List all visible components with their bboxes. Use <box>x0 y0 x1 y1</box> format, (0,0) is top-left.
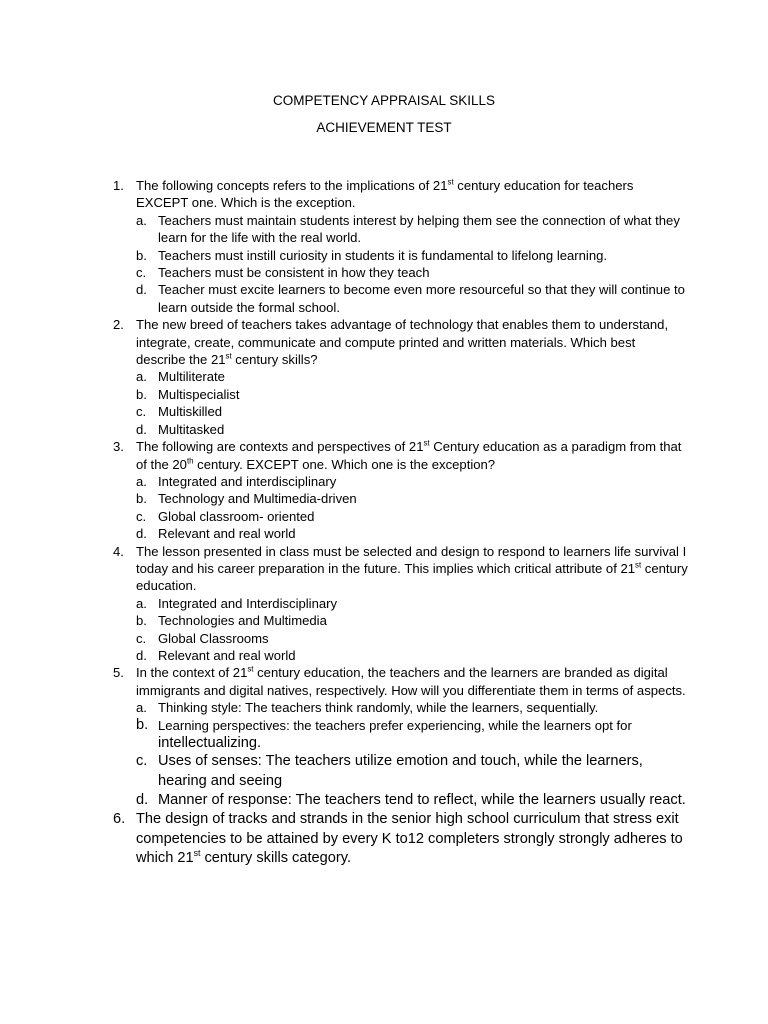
question-number: 2. <box>113 317 124 333</box>
answer-option <box>136 630 688 647</box>
option-letter: c. <box>136 404 147 420</box>
text-run: In the context of 21 <box>136 665 248 681</box>
option-text <box>158 613 327 628</box>
answer-option <box>136 247 688 264</box>
answer-option <box>136 647 688 664</box>
question-stem <box>136 543 688 595</box>
question-number: 4. <box>113 543 124 559</box>
question-stem <box>136 177 688 212</box>
question-item <box>0 438 768 542</box>
question-stem <box>136 664 688 699</box>
question-number: 3. <box>113 439 124 455</box>
option-letter: b. <box>136 716 149 733</box>
option-letter: d. <box>136 792 149 808</box>
answer-option <box>136 717 688 753</box>
text-run: Multitasked <box>158 421 225 437</box>
answer-options <box>136 595 688 665</box>
text-run: Multiskilled <box>158 404 223 420</box>
option-letter: c. <box>136 630 147 646</box>
text-run: century education, the teachers and the learners are branded as digital immigrants and digital natives, respectively. How will you differentiate them in terms of aspects. <box>136 665 686 698</box>
option-text <box>158 282 685 314</box>
answer-option <box>136 421 688 438</box>
answer-option <box>136 595 688 612</box>
text-run: Multispecialist <box>158 386 240 402</box>
option-letter: a. <box>136 595 147 611</box>
text-run: Teachers must be consistent in how they teach <box>158 265 430 281</box>
option-letter: d. <box>136 647 147 663</box>
option-letter: b. <box>136 386 147 402</box>
question-item <box>0 810 768 868</box>
question-number: 1. <box>113 178 124 193</box>
answer-option <box>136 368 688 385</box>
text-run: century skills category. <box>200 849 352 866</box>
option-text <box>158 474 336 489</box>
question-number: 6. <box>113 811 126 828</box>
option-letter: c. <box>136 753 148 770</box>
superscript: st <box>247 665 254 675</box>
answer-option <box>136 490 688 507</box>
question-item <box>0 543 768 665</box>
text-run: Integrated and Interdisciplinary <box>158 595 338 611</box>
answer-options <box>136 212 688 316</box>
option-letter: c. <box>136 508 147 524</box>
text-run: century. EXCEPT one. Which one is the exception? <box>193 456 496 472</box>
option-letter: a. <box>136 212 147 228</box>
option-text <box>158 248 607 263</box>
option-letter: b. <box>136 247 147 263</box>
answer-option <box>136 525 688 542</box>
text-run: The lesson presented in class must be selected and design to respond to learners life survival I today and his career preparation in the future. This implies which critical attribute of 21 <box>136 543 687 576</box>
answer-option <box>136 699 688 716</box>
text-run: The new breed of teachers takes advantage of technology that enables them to understand, integrate, create, communicate and compute printed and written materials. Which best describe the 21 <box>136 317 669 368</box>
option-text <box>158 265 429 280</box>
superscript: st <box>225 351 232 361</box>
option-text <box>158 631 269 646</box>
answer-option <box>136 612 688 629</box>
text-run: Learning perspectives: the teachers prefer experiencing, while the learners opt for <box>158 717 632 733</box>
option-text <box>158 648 296 663</box>
text-run: The design of tracks and strands in the senior high school curriculum that stress exit competencies to be attained by every K to12 completers strongly strongly adheres to which 21 <box>136 811 683 866</box>
answer-option <box>136 386 688 403</box>
option-letter: b. <box>136 491 147 507</box>
answer-option <box>136 508 688 525</box>
answer-options <box>136 368 688 438</box>
question-stem <box>136 316 688 368</box>
option-text <box>158 422 224 437</box>
option-text <box>158 491 357 506</box>
question-list <box>0 177 768 868</box>
superscript: st <box>635 560 642 570</box>
answer-option <box>136 403 688 420</box>
option-letter: d. <box>136 526 147 542</box>
text-run: Teacher must excite learners to become even more resourceful so that they will continue to learn outside the formal school. <box>158 282 685 315</box>
option-text <box>158 369 225 384</box>
text-run: century skills? <box>231 352 318 368</box>
answer-option <box>136 473 688 490</box>
question-item <box>0 177 768 316</box>
option-text <box>158 526 296 541</box>
answer-options <box>136 473 688 543</box>
option-text <box>158 404 222 419</box>
option-letter: c. <box>136 265 147 281</box>
text-run: The following are contexts and perspectives of 21 <box>136 439 424 455</box>
text-run: Relevant and real world <box>158 526 296 542</box>
option-text <box>158 387 240 402</box>
option-text <box>158 596 337 611</box>
text-run: Multiliterate <box>158 369 225 385</box>
question-number: 5. <box>113 665 124 681</box>
text-run: Uses of senses: The teachers utilize emotion and touch, while the learners, hearing and seeing <box>158 753 643 789</box>
question-stem <box>136 810 688 868</box>
text-run: Relevant and real world <box>158 647 296 663</box>
option-text <box>158 753 643 788</box>
text-run: century education for teachers EXCEPT one. Which is the exception. <box>136 178 634 211</box>
option-text <box>158 718 632 750</box>
superscript: st <box>447 177 454 187</box>
option-letter: a. <box>136 700 147 716</box>
text-run: Thinking style: The teachers think randomly, while the learners, sequentially. <box>158 700 599 716</box>
question-item <box>0 316 768 438</box>
superscript: st <box>193 848 201 859</box>
text-run: Teachers must instill curiosity in students it is fundamental to lifelong learning. <box>158 247 608 263</box>
answer-option <box>136 791 688 810</box>
text-run: Global classroom- oriented <box>158 508 315 524</box>
superscript: th <box>186 456 194 466</box>
option-letter: b. <box>136 613 147 629</box>
text-run: Integrated and interdisciplinary <box>158 473 337 489</box>
option-text <box>158 700 598 715</box>
text-run: Global Classrooms <box>158 630 269 646</box>
text-run: Century education as a paradigm from that of the 20 <box>136 439 682 472</box>
answer-option <box>136 212 688 247</box>
answer-option <box>136 281 688 316</box>
option-letter: a. <box>136 473 147 489</box>
text-run: The following concepts refers to the implications of 21 <box>136 178 448 193</box>
option-text <box>158 509 314 524</box>
document-subtitle: ACHIEVEMENT TEST <box>316 120 452 135</box>
question-item <box>0 664 768 810</box>
answer-options <box>136 699 688 810</box>
text-run: intellectualizing. <box>158 735 262 751</box>
superscript: st <box>423 438 430 448</box>
answer-option <box>136 752 688 791</box>
text-run: Teachers must maintain students interest by helping them see the connection of what they learn for the life with the real world. <box>158 212 680 246</box>
option-letter: a. <box>136 369 147 385</box>
option-text <box>158 792 686 808</box>
text-run: Manner of response: The teachers tend to reflect, while the learners usually react. <box>158 792 686 808</box>
answer-option <box>136 264 688 281</box>
question-stem <box>136 438 688 473</box>
option-letter: d. <box>136 282 147 298</box>
option-letter: d. <box>136 421 147 437</box>
option-text <box>158 213 680 245</box>
text-run: Technologies and Multimedia <box>158 613 327 629</box>
document-title: COMPETENCY APPRAISAL SKILLS <box>272 93 496 108</box>
text-run: Technology and Multimedia-driven <box>158 491 357 507</box>
text-run: century education. <box>136 560 688 594</box>
